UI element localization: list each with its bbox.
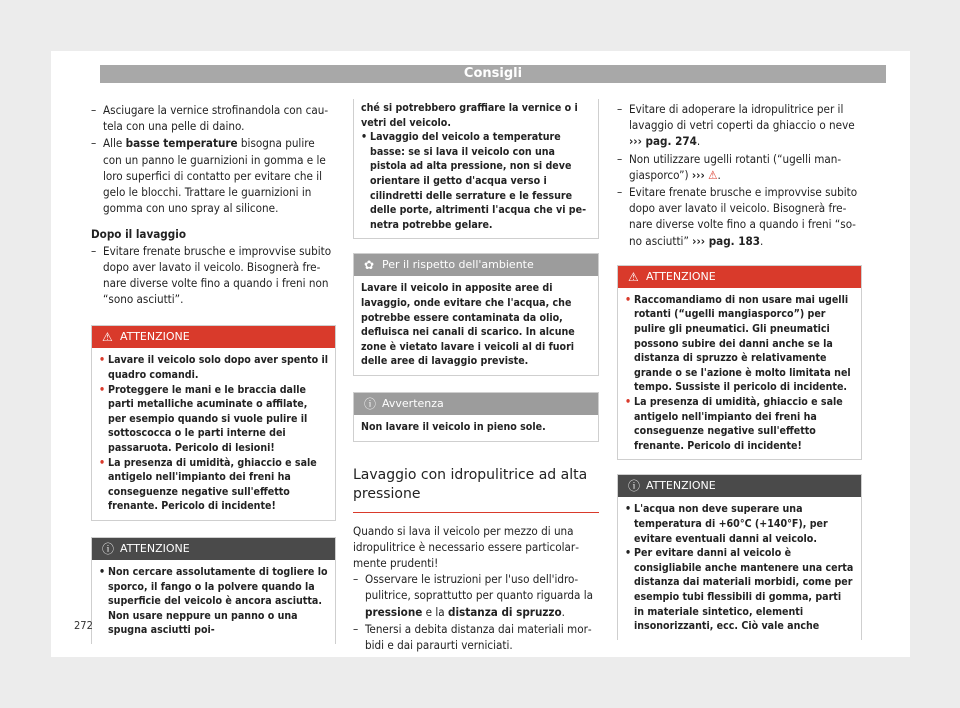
section-title: Lavaggio con idropulitrice ad alta pressione xyxy=(353,466,599,513)
column-middle xyxy=(353,99,599,654)
caution-box xyxy=(617,474,862,639)
warning-triangle-icon: ⚠ xyxy=(628,269,639,284)
list-item: – Non utilizzare ugelli rotanti (“ugelli mangiasporco”) ››› ⚠. xyxy=(617,151,862,183)
manual-page xyxy=(51,51,910,657)
warning-header: ⚠ ATTENZIONE xyxy=(618,266,861,288)
page-reference-link[interactable]: ››› pag. 183 xyxy=(692,233,761,248)
caution-box xyxy=(91,537,336,644)
caution-header: ⓘ ATTENZIONE xyxy=(618,475,861,497)
list-item: – Osservare le istruzioni per l'uso dell'idropulitrice, soprattutto per quanto riguarda la pressione e la distanza di spruzzo. xyxy=(353,571,599,620)
note-icon: ⓘ xyxy=(364,396,377,411)
page-header: Consigli xyxy=(100,65,886,83)
warning-triangle-icon: ⚠ xyxy=(708,167,718,182)
note-header: ⓘ Avvertenza xyxy=(354,393,598,415)
list-item: – Alle basse temperature bisogna pulire con un panno le guarnizioni in gomma e le loro superfici di contatto per evitare che il gelo le blocchi. Trattare le guarnizioni in gomma con uno spray al silicone. xyxy=(91,135,336,216)
warning-body: • Lavare il veicolo solo dopo aver spento il quadro comandi. • Proteggere le mani e le braccia dalle parti metalliche acuminate o affilate, per esempio quando si vuole pulire il sottoscocca o le parti interne dei passaruota. Pericolo di lesioni! • La presenza di umidità, ghiaccio e sale antigelo nell'impianto dei freni ha conseguenze negative sull'effetto frenante. Pericolo di incidente! xyxy=(92,348,335,520)
note-box xyxy=(353,392,599,442)
environment-body: Lavare il veicolo in apposite aree di lavaggio, onde evitare che l'acqua, che potrebbe essere contaminata da olio, defluisca nei canali di scarico. In alcune zone è vietato lavare i veicoli al di fuori delle aree di lavaggio previste. xyxy=(361,282,575,368)
caution-header: ⓘ ATTENZIONE xyxy=(92,538,335,560)
warning-triangle-icon: ⚠ xyxy=(102,330,113,345)
caution-body: • L'acqua non deve superare una temperatura di +60°C (+140°F), per evitare eventuali danni al veicolo. • Per evitare danni al veicolo è consigliabile anche mantenere una certa distanza dai materiali morbidi, come per esempio tubi flessibili di gomma, parti in materiale sintetico, elementi insonorizzanti, ecc. Ciò vale anche xyxy=(618,497,861,639)
environment-box xyxy=(353,253,599,376)
note-body: Non lavare il veicolo in pieno sole. xyxy=(361,420,546,433)
list-item: – Evitare frenate brusche e improvvise subito dopo aver lavato il veicolo. Bisognerà frenare diverse volte fino a quando i freni “sono asciutti” ››› pag. 183. xyxy=(617,184,862,249)
list-item: – Evitare frenate brusche e improvvise subito dopo aver lavato il veicolo. Bisognerà frenare diverse volte fino a quando i freni non “sono asciutti”. xyxy=(91,243,336,308)
page-reference-link[interactable]: ››› pag. 274 xyxy=(629,134,697,149)
subheading: Dopo il lavaggio xyxy=(91,227,186,242)
list-item: – Evitare di adoperare la idropulitrice per il lavaggio di vetri coperti da ghiaccio o neve ››› pag. 274. xyxy=(617,101,862,150)
warning-box xyxy=(617,265,862,461)
page-number: 272 xyxy=(74,619,93,632)
leaf-icon: ✿ xyxy=(364,258,375,273)
column-right xyxy=(617,101,862,640)
warning-box xyxy=(91,325,336,521)
paragraph: Quando si lava il veicolo per mezzo di una idropulitrice è necessario essere particolarmente prudenti! xyxy=(353,523,579,570)
environment-header: ✿ Per il rispetto dell'ambiente xyxy=(354,254,598,276)
list-item: – Tenersi a debita distanza dai materiali morbidi e dai paraurti verniciati. xyxy=(353,621,599,653)
column-left xyxy=(91,102,336,644)
warning-body: • Raccomandiamo di non usare mai ugelli rotanti (“ugelli mangiasporco”) per pulire gli pneumatici. Gli pneumatici possono subire dei danni anche se la distanza di spruzzo è relativamente grande o se l'azione è molto limitata nel tempo. Sussiste il pericolo di incidente. • La presenza di umidità, ghiaccio e sale antigelo nell'impianto dei freni ha conseguenze negative sull'effetto frenante. Pericolo di incidente! xyxy=(618,288,861,460)
info-circle-icon: ⓘ xyxy=(628,479,641,494)
list-item: – Asciugare la vernice strofinandola con cautela con una pelle di daino. xyxy=(91,102,336,134)
warning-header: ⚠ ATTENZIONE xyxy=(92,326,335,348)
warning-reference-link[interactable]: ››› xyxy=(691,167,705,182)
caution-body: • Non cercare assolutamente di togliere lo sporco, il fango o la polvere quando la superficie del veicolo è ancora asciutta. Non usare neppure un panno o una spugna asciutti poi- xyxy=(92,560,335,644)
info-circle-icon: ⓘ xyxy=(102,541,115,556)
caution-box-continued: ché si potrebbero graffiare la vernice o i vetri del veicolo. • Lavaggio del veicolo a temperature basse: se si lava il veicolo con una pistola ad alta pressione, non si deve orientare il getto d'acqua verso i cilindretti delle serrature e le fessure delle porte, altrimenti l'acqua che vi penetra potrebbe gelare. xyxy=(353,99,599,239)
